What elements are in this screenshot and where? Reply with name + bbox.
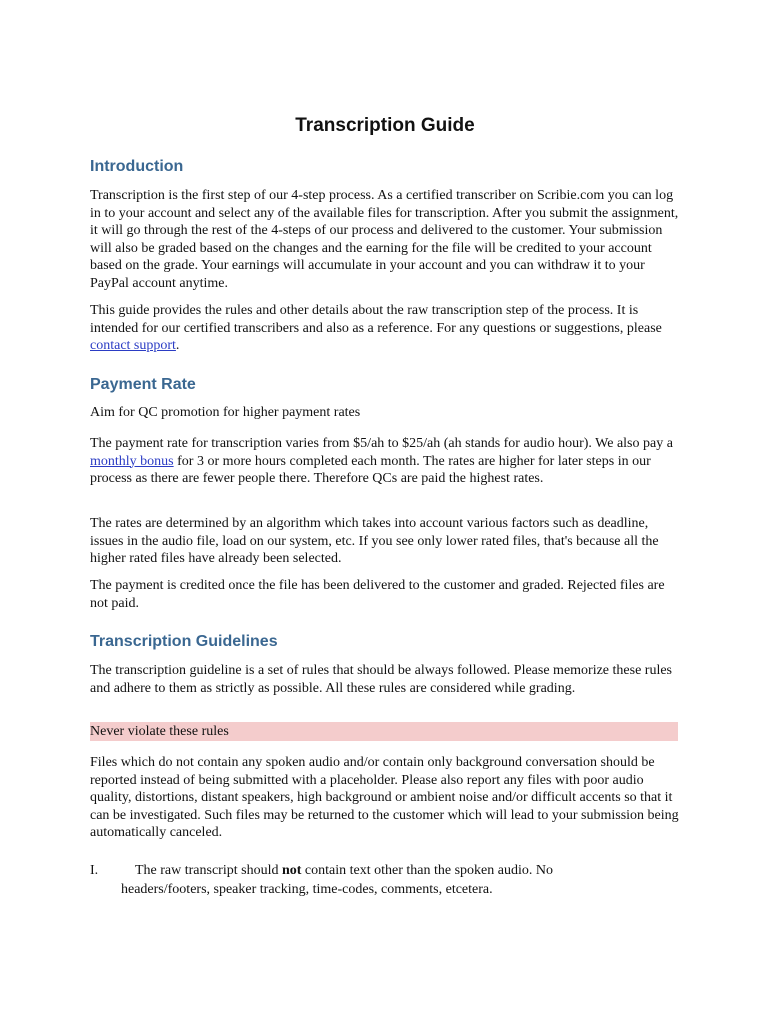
payment-rate-paragraph-2: The rates are determined by an algorithm which takes into account various factors such as deadline, issues in the audio file, load on our system, etc. If you see only lower rated files, that's because all the higher rated files have already been selected.	[90, 516, 659, 567]
payment-rate-paragraph-3: The payment is credited once the file has been delivered to the customer and graded. Rejected files are not paid.	[90, 578, 665, 611]
payment-rate-paragraph-1-text: The payment rate for transcription varies from $5/ah to $25/ah (ah stands for audio hour). We also pay a	[90, 436, 673, 451]
report-files-paragraph: Files which do not contain any spoken audio and/or contain only background conversation should be reported instead of being submitted with a placeholder. Please also report any files with poor audio quality, distortions, distant speakers, high background or ambient noise and/or difficult accents so that it can be investigated. Such files may be returned to the customer which will lead to your submission being automatically canceled.	[90, 755, 679, 841]
rule-text-end: contain text other than the spoken audio. No	[301, 863, 553, 878]
payment-rate-paragraph-1-end: for 3 or more hours completed each month. The rates are higher for later steps in our process as there are fewer people there. Therefore QCs are paid the highest rates.	[90, 453, 651, 487]
introduction-paragraph-2	[90, 302, 680, 355]
document-title: Transcription Guide	[295, 115, 475, 136]
rule-emphasis: not	[281, 863, 302, 878]
warning-highlight: Never violate these rules	[90, 722, 678, 741]
rule-number: I.	[90, 863, 99, 878]
payment-rate-tagline: Aim for QC promotion for higher payment rates	[90, 405, 361, 420]
rule-continuation: headers/footers, speaker tracking, time-codes, comments, etcetera.	[121, 882, 493, 897]
guidelines-intro-paragraph: The transcription guideline is a set of rules that should be always followed. Please memorize these rules and adhere to them as strictly as possible. All these rules are considered while grading.	[90, 663, 673, 696]
rule-first-line	[90, 861, 680, 880]
rule-text-start: The raw transcript should	[135, 863, 282, 878]
introduction-paragraph-2-end: .	[175, 338, 180, 354]
monthly-bonus-link[interactable]: monthly bonus	[90, 453, 174, 469]
introduction-paragraph-1: Transcription is the first step of our 4-step process. As a certified transcriber on Scribie.com you can log in to your account and select any of the available files for transcription. After you submit the assignment, it will go through the rest of the 4-steps of our process and delivered to the customer. Your submission will also be graded based on the changes and the earning for the file will be credited to your account based on the grade. Your earnings will accumulate in your account and you can withdraw it to your PayPal account anytime.	[90, 188, 679, 291]
introduction-paragraph-2-text: This guide provides the rules and other details about the raw transcription step of the process. It is intended for our certified transcribers and also as a reference. For any questions or suggestions, please	[90, 303, 662, 336]
contact-support-link[interactable]: contact support	[90, 338, 176, 354]
rule-list-item	[90, 861, 680, 899]
payment-rate-paragraph-1	[90, 435, 680, 488]
payment-rate-heading: Payment Rate	[90, 376, 196, 393]
introduction-heading: Introduction	[90, 158, 184, 175]
guidelines-heading: Transcription Guidelines	[90, 633, 278, 650]
